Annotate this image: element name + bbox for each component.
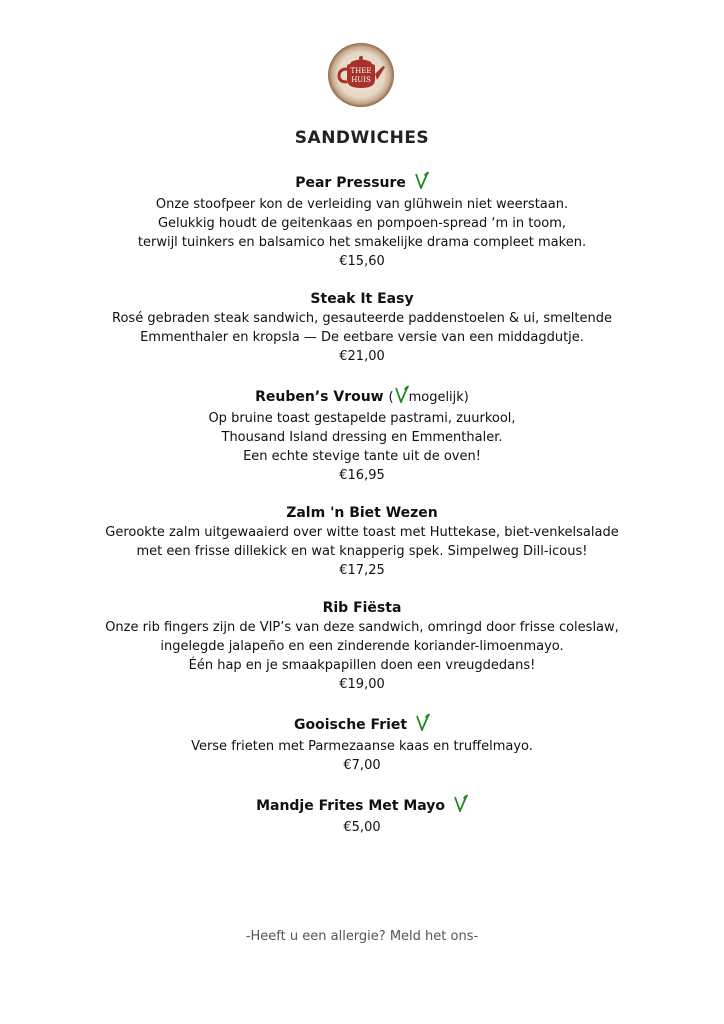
vegetarian-leaf-icon: [454, 794, 468, 818]
item-name: Rib Fiësta: [322, 600, 402, 616]
vegetarian-leaf-icon: [415, 171, 429, 195]
item-description-line: Emmenthaler en kropsla — De eetbare versie van een middagdutje.: [140, 330, 584, 345]
item-description-line: Gelukkig houdt de geitenkaas en pompoen-spread ‘m in toom,: [157, 216, 567, 231]
menu-item: [0, 504, 724, 580]
item-description-line: Rosé gebraden steak sandwich, gesauteerde paddenstoelen & ui, smeltende: [112, 311, 612, 326]
item-description-line: terwijl tuinkers en balsamico het smakelijke drama compleet maken.: [137, 235, 587, 250]
thee-huis-logo: [327, 42, 395, 108]
item-price: €17,25: [339, 563, 385, 578]
item-name: Gooische Friet: [0, 713, 724, 737]
item-price: €19,00: [339, 677, 385, 692]
item-description-line: Onze rib fingers zijn de VIP’s van deze sandwich, omringd door frisse coleslaw,: [105, 620, 619, 635]
allergy-notice: -Heeft u een allergie? Meld het ons-: [245, 929, 479, 944]
vegetarian-leaf-icon: [416, 713, 430, 737]
item-price: €5,00: [343, 820, 381, 835]
teapot-logo-icon: [327, 42, 395, 108]
menu-items: [0, 171, 724, 856]
vegetarian-leaf-icon: [395, 385, 409, 409]
section-title: SANDWICHES: [294, 128, 430, 148]
item-price: €16,95: [339, 468, 385, 483]
item-name: Mandje Frites Met Mayo: [0, 794, 724, 818]
item-name: Zalm 'n Biet Wezen: [286, 505, 438, 521]
item-description-line: Op bruine toast gestapelde pastrami, zuurkool,: [208, 411, 516, 426]
svg-text:THEE: THEE: [350, 67, 372, 75]
item-name: Steak It Easy: [310, 291, 414, 307]
item-description-line: Één hap en je smaakpapillen doen een vreugdedans!: [188, 658, 536, 673]
vegetarian-possible-note: mogelijk): [408, 390, 469, 405]
item-description-line: Gerookte zalm uitgewaaierd over witte toast met Huttekase, biet-venkelsalade: [105, 525, 619, 540]
item-name: Reuben’s Vrouw ( mogelijk): [0, 385, 724, 409]
item-description-line: Onze stoofpeer kon de verleiding van glühwein niet weerstaan.: [155, 197, 569, 212]
menu-item: [0, 794, 724, 837]
item-price: €21,00: [339, 349, 385, 364]
menu-item: [0, 171, 724, 271]
item-description-line: met een frisse dillekick en wat knapperig spek. Simpelweg Dill-icous!: [136, 544, 588, 559]
menu-item: [0, 713, 724, 775]
menu-item: [0, 385, 724, 485]
item-description-line: Thousand Island dressing en Emmenthaler.: [221, 430, 503, 445]
menu-item: [0, 290, 724, 366]
svg-text:HUIS: HUIS: [351, 76, 371, 84]
item-price: €7,00: [343, 758, 381, 773]
item-price: €15,60: [339, 254, 385, 269]
item-name: Pear Pressure: [0, 171, 724, 195]
item-description-line: Verse frieten met Parmezaanse kaas en truffelmayo.: [191, 739, 533, 754]
item-description-line: ingelegde jalapeño en een zinderende koriander-limoenmayo.: [160, 639, 564, 654]
menu-item: [0, 599, 724, 694]
item-description-line: Een echte stevige tante uit de oven!: [243, 449, 481, 464]
